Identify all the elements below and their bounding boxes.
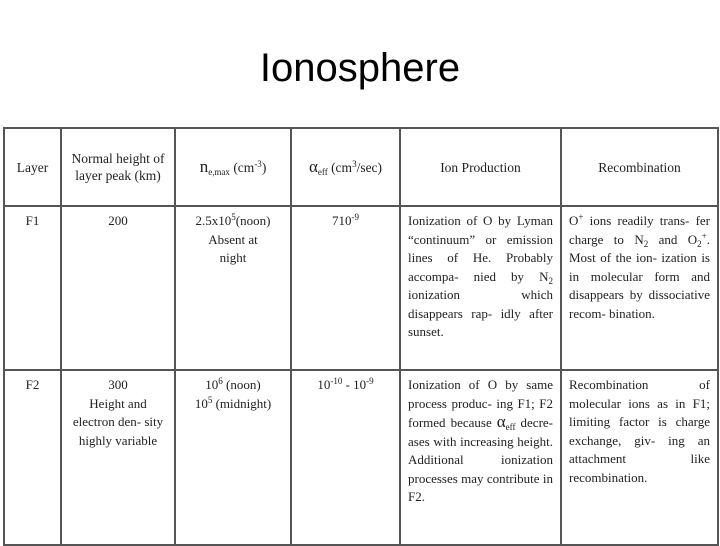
ionosphere-table-container bbox=[3, 127, 717, 540]
cell-height-f1: 200 bbox=[61, 206, 175, 370]
cell-production-f1: Ionization of O by Lyman “continuum” or emission lines of He. Probably accompa- nied by $N_2$ ionization which disappears rap- idly after sunset. bbox=[400, 206, 561, 370]
header-recombination: Recombination bbox=[561, 128, 718, 206]
cell-density-f2: $10^6$ (noon) $10^5$ (midnight) bbox=[175, 370, 291, 545]
cell-density-f1: $2.5x10^5(noon)$ Absent at night bbox=[175, 206, 291, 370]
cell-recombination-f2: Recombination of molecular ions as in F1; limiting factor is charge exchange, giv- ing an attachment like recombination. bbox=[561, 370, 718, 545]
cell-alpha-f1: $710^{-9}$ bbox=[291, 206, 400, 370]
table-row-f1 bbox=[4, 206, 718, 370]
cell-height-f2: 300 Height and electron den- sity highly variable bbox=[61, 370, 175, 545]
cell-layer-f2: F2 bbox=[4, 370, 61, 545]
cell-alpha-f2: $10^{-10} - 10^{-9}$ bbox=[291, 370, 400, 545]
header-height: Normal height of layer peak (km) bbox=[61, 128, 175, 206]
cell-production-f2: Ionization of O by same process produc- ing F1; F2 formed because $\alpha_{eff}$ decre- ases with increasing height. Additional ionization processes may contribute in F2. bbox=[400, 370, 561, 545]
table-row-f2 bbox=[4, 370, 718, 545]
cell-recombination-f1: O+ ions readily trans- fer charge to $N_2$ and $O_2^+$. Most of the ion- ization is in molecular form and disappears by dissociative recom- bination. bbox=[561, 206, 718, 370]
ionosphere-table bbox=[3, 127, 719, 546]
header-ion-production: Ion Production bbox=[400, 128, 561, 206]
table-header-row bbox=[4, 128, 718, 206]
header-alpha-eff: $\alpha_{eff}$ $(cm^3/\sec)$ bbox=[291, 128, 400, 206]
cell-layer-f1: F1 bbox=[4, 206, 61, 370]
slide-title: Ionosphere bbox=[259, 46, 461, 90]
header-layer: Layer bbox=[4, 128, 61, 206]
header-electron-density: $n_{e,max}$ $(cm^{-3})$ bbox=[175, 128, 291, 206]
